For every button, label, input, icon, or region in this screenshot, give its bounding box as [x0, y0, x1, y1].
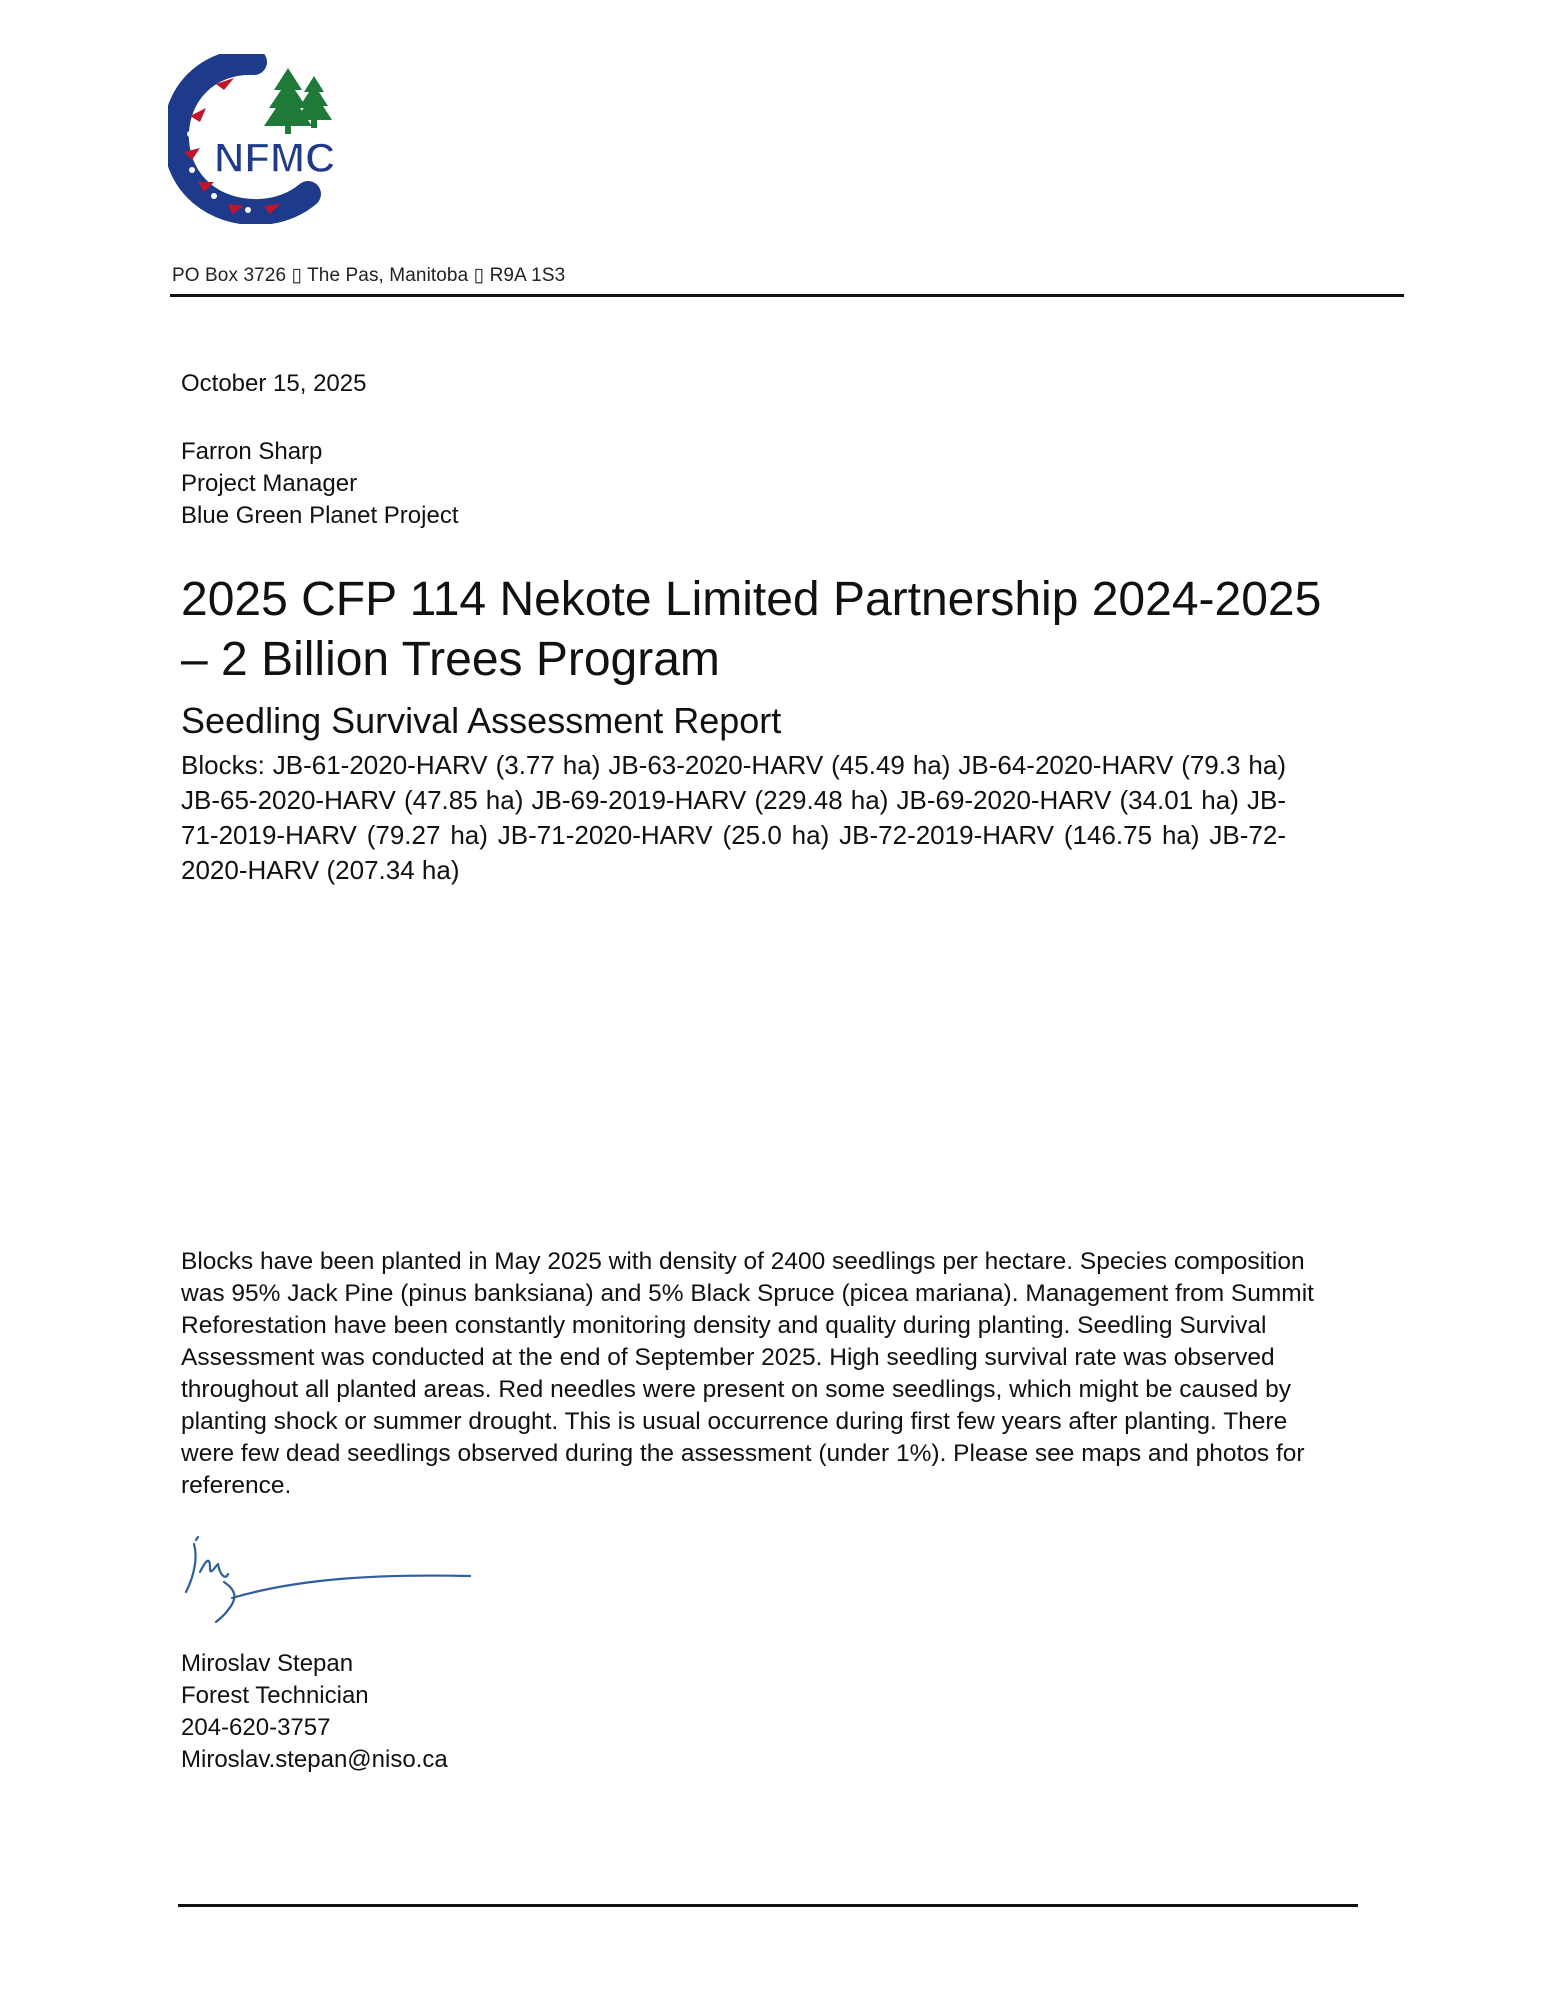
report-subtitle: Seedling Survival Assessment Report — [181, 700, 782, 741]
report-title-line-1: 2025 CFP 114 Nekote Limited Partnership 2024-2025 — [181, 573, 1322, 626]
signature — [180, 1524, 480, 1644]
body-paragraph: Blocks have been planted in May 2025 with density of 2400 seedlings per hectare. Species composition was 95% Jack Pine (pinus banksiana) and 5% Black Spruce (picea mariana). Management from Summit Reforestation have been constantly monitoring density and quality during planting. Seedling Survival Assessment was conducted at the end of September 2025. High seedling survival rate was observed throughout all planted areas. Red needles were present on some seedlings, which might be caused by planting shock or summer drought. This is usual occurrence during first few years after planting. There were few dead seedlings observed during the assessment (under 1%). Please see maps and photos for reference. — [181, 1248, 1314, 1499]
signer-block — [181, 1648, 448, 1776]
recipient-block — [181, 436, 459, 532]
nfmc-logo — [168, 54, 350, 224]
signer-email: Miroslav.stepan@niso.ca — [181, 1746, 448, 1773]
recipient-title: Project Manager — [181, 470, 358, 497]
signer-name: Miroslav Stepan — [181, 1650, 354, 1677]
report-title-line-2: – 2 Billion Trees Program — [181, 633, 720, 686]
logo-lettering: NFMC — [214, 134, 336, 181]
signer-phone: 204-620-3757 — [181, 1714, 331, 1741]
letter-date: October 15, 2025 — [181, 370, 367, 397]
signer-title: Forest Technician — [181, 1682, 369, 1709]
report-title — [181, 570, 1321, 690]
recipient-name: Farron Sharp — [181, 438, 323, 465]
recipient-organization: Blue Green Planet Project — [181, 502, 459, 529]
header-divider — [170, 294, 1404, 297]
footer-divider — [178, 1904, 1358, 1907]
blocks-list: Blocks: JB-61-2020-HARV (3.77 ha) JB-63-2020-HARV (45.49 ha) JB-64-2020-HARV (79.3 ha) JB-65-2020-HARV (47.85 ha) JB-69-2019-HARV (229.48 ha) JB-69-2020-HARV (34.01 ha) JB-71-2019-HARV (79.27 ha) JB-71-2020-HARV (25.0 ha) JB-72-2019-HARV (146.75 ha) JB-72-2020-HARV (207.34 ha) — [181, 750, 1286, 885]
letterhead-address: PO Box 3726 ▯ The Pas, Manitoba ▯ R9A 1S3 — [172, 265, 566, 286]
